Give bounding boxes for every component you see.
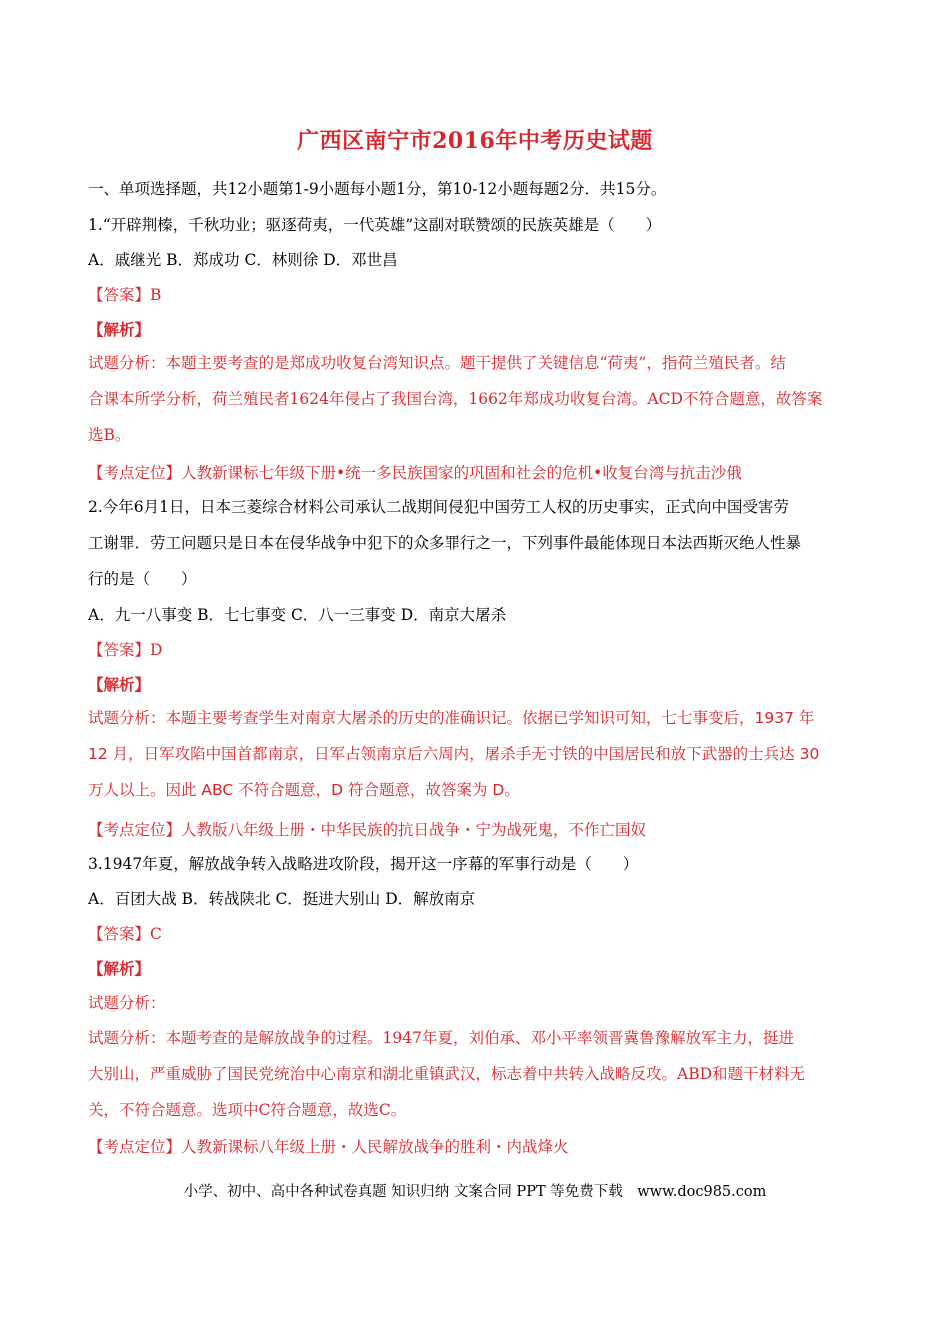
analysis-line: 万人以上。因此 ABC 不符合题意，D 符合题意，故答案为 D。 — [88, 781, 520, 799]
question-1-analysis — [88, 345, 868, 453]
question-2-kaodian: 【考点定位】人教版八年级上册・中华民族的抗日战争・宁为战死鬼，不作亡国奴 — [88, 821, 647, 839]
question-1-stem: 1.“开辟荆榛，千秋功业；驱逐荷夷，一代英雄”这副对联赞颂的民族英雄是（ ） — [88, 216, 662, 234]
question-1-analysis-label: 【解析】 — [88, 320, 151, 339]
question-3-kaodian: 【考点定位】人教新课标八年级上册・人民解放战争的胜利・内战烽火 — [88, 1138, 569, 1156]
analysis-line: 试题分析：本题主要考查学生对南京大屠杀的历史的准确识记。依据已学知识可知，七七事变后，1937 年 — [88, 709, 815, 727]
analysis-line: 试题分析：本题考查的是解放战争的过程。1947年夏，刘伯承、邓小平率领晋冀鲁豫解放军主力，挺进 — [88, 1029, 794, 1047]
question-3-options: A．百团大战 B．转战陕北 C．挺进大别山 D．解放南京 — [88, 890, 476, 908]
stem-line: 工谢罪．劳工问题只是日本在侵华战争中犯下的众多罪行之一，下列事件最能体现日本法西斯灭绝人性暴 — [88, 534, 802, 552]
question-3-analysis-label: 【解析】 — [88, 959, 151, 978]
question-3-analysis-intro: 试题分析： — [88, 994, 166, 1012]
analysis-line: 12 月，日军攻陷中国首都南京，日军占领南京后六周内，屠杀手无寸铁的中国居民和放下武器的士兵达 30 — [88, 745, 820, 763]
question-2-analysis — [88, 700, 868, 808]
stem-line: 2.今年6月1日，日本三菱综合材料公司承认二战期间侵犯中国劳工人权的历史事实，正式向中国受害劳 — [88, 498, 790, 516]
analysis-line: 大别山，严重威胁了国民党统治中心南京和湖北重镇武汉，标志着中共转入战略反攻。ABD和题干材料无 — [88, 1065, 806, 1083]
analysis-line: 选B。 — [88, 426, 131, 444]
analysis-line: 关，不符合题意。选项中C符合题意，故选C。 — [88, 1101, 407, 1119]
analysis-line: 试题分析：本题主要考查的是郑成功收复台湾知识点。题干提供了关键信息“荷夷”，指荷兰殖民者。结 — [88, 354, 786, 372]
question-3-stem: 3.1947年夏，解放战争转入战略进攻阶段，揭开这一序幕的军事行动是（ ） — [88, 855, 639, 873]
section-heading: 一、单项选择题，共12小题第1-9小题每小题1分，第10-12小题每题2分．共15分。 — [88, 180, 667, 198]
page-title: 广西区南宁市2016年中考历史试题 — [297, 128, 653, 154]
question-3-analysis — [88, 1020, 868, 1128]
question-1-options: A．戚继光 B．郑成功 C．林则徐 D．邓世昌 — [88, 251, 398, 269]
question-2-stem — [88, 489, 868, 597]
analysis-line: 合课本所学分析，荷兰殖民者1624年侵占了我国台湾，1662年郑成功收复台湾。ACD不符合题意，故答案 — [88, 390, 823, 408]
page-footer: 小学、初中、高中各种试卷真题 知识归纳 文案合同 PPT 等免费下载 www.doc985.com — [183, 1184, 767, 1200]
stem-line: 行的是（ ） — [88, 570, 197, 588]
question-2-analysis-label: 【解析】 — [88, 675, 151, 694]
question-2-options: A．九一八事变 B．七七事变 C．八一三事变 D．南京大屠杀 — [88, 606, 507, 624]
question-3-answer: 【答案】C — [88, 925, 162, 943]
question-1-kaodian: 【考点定位】人教新课标七年级下册•统一多民族国家的巩固和社会的危机•收复台湾与抗击沙俄 — [88, 464, 742, 482]
question-2-answer: 【答案】D — [88, 641, 163, 659]
question-1-answer: 【答案】B — [88, 286, 162, 304]
